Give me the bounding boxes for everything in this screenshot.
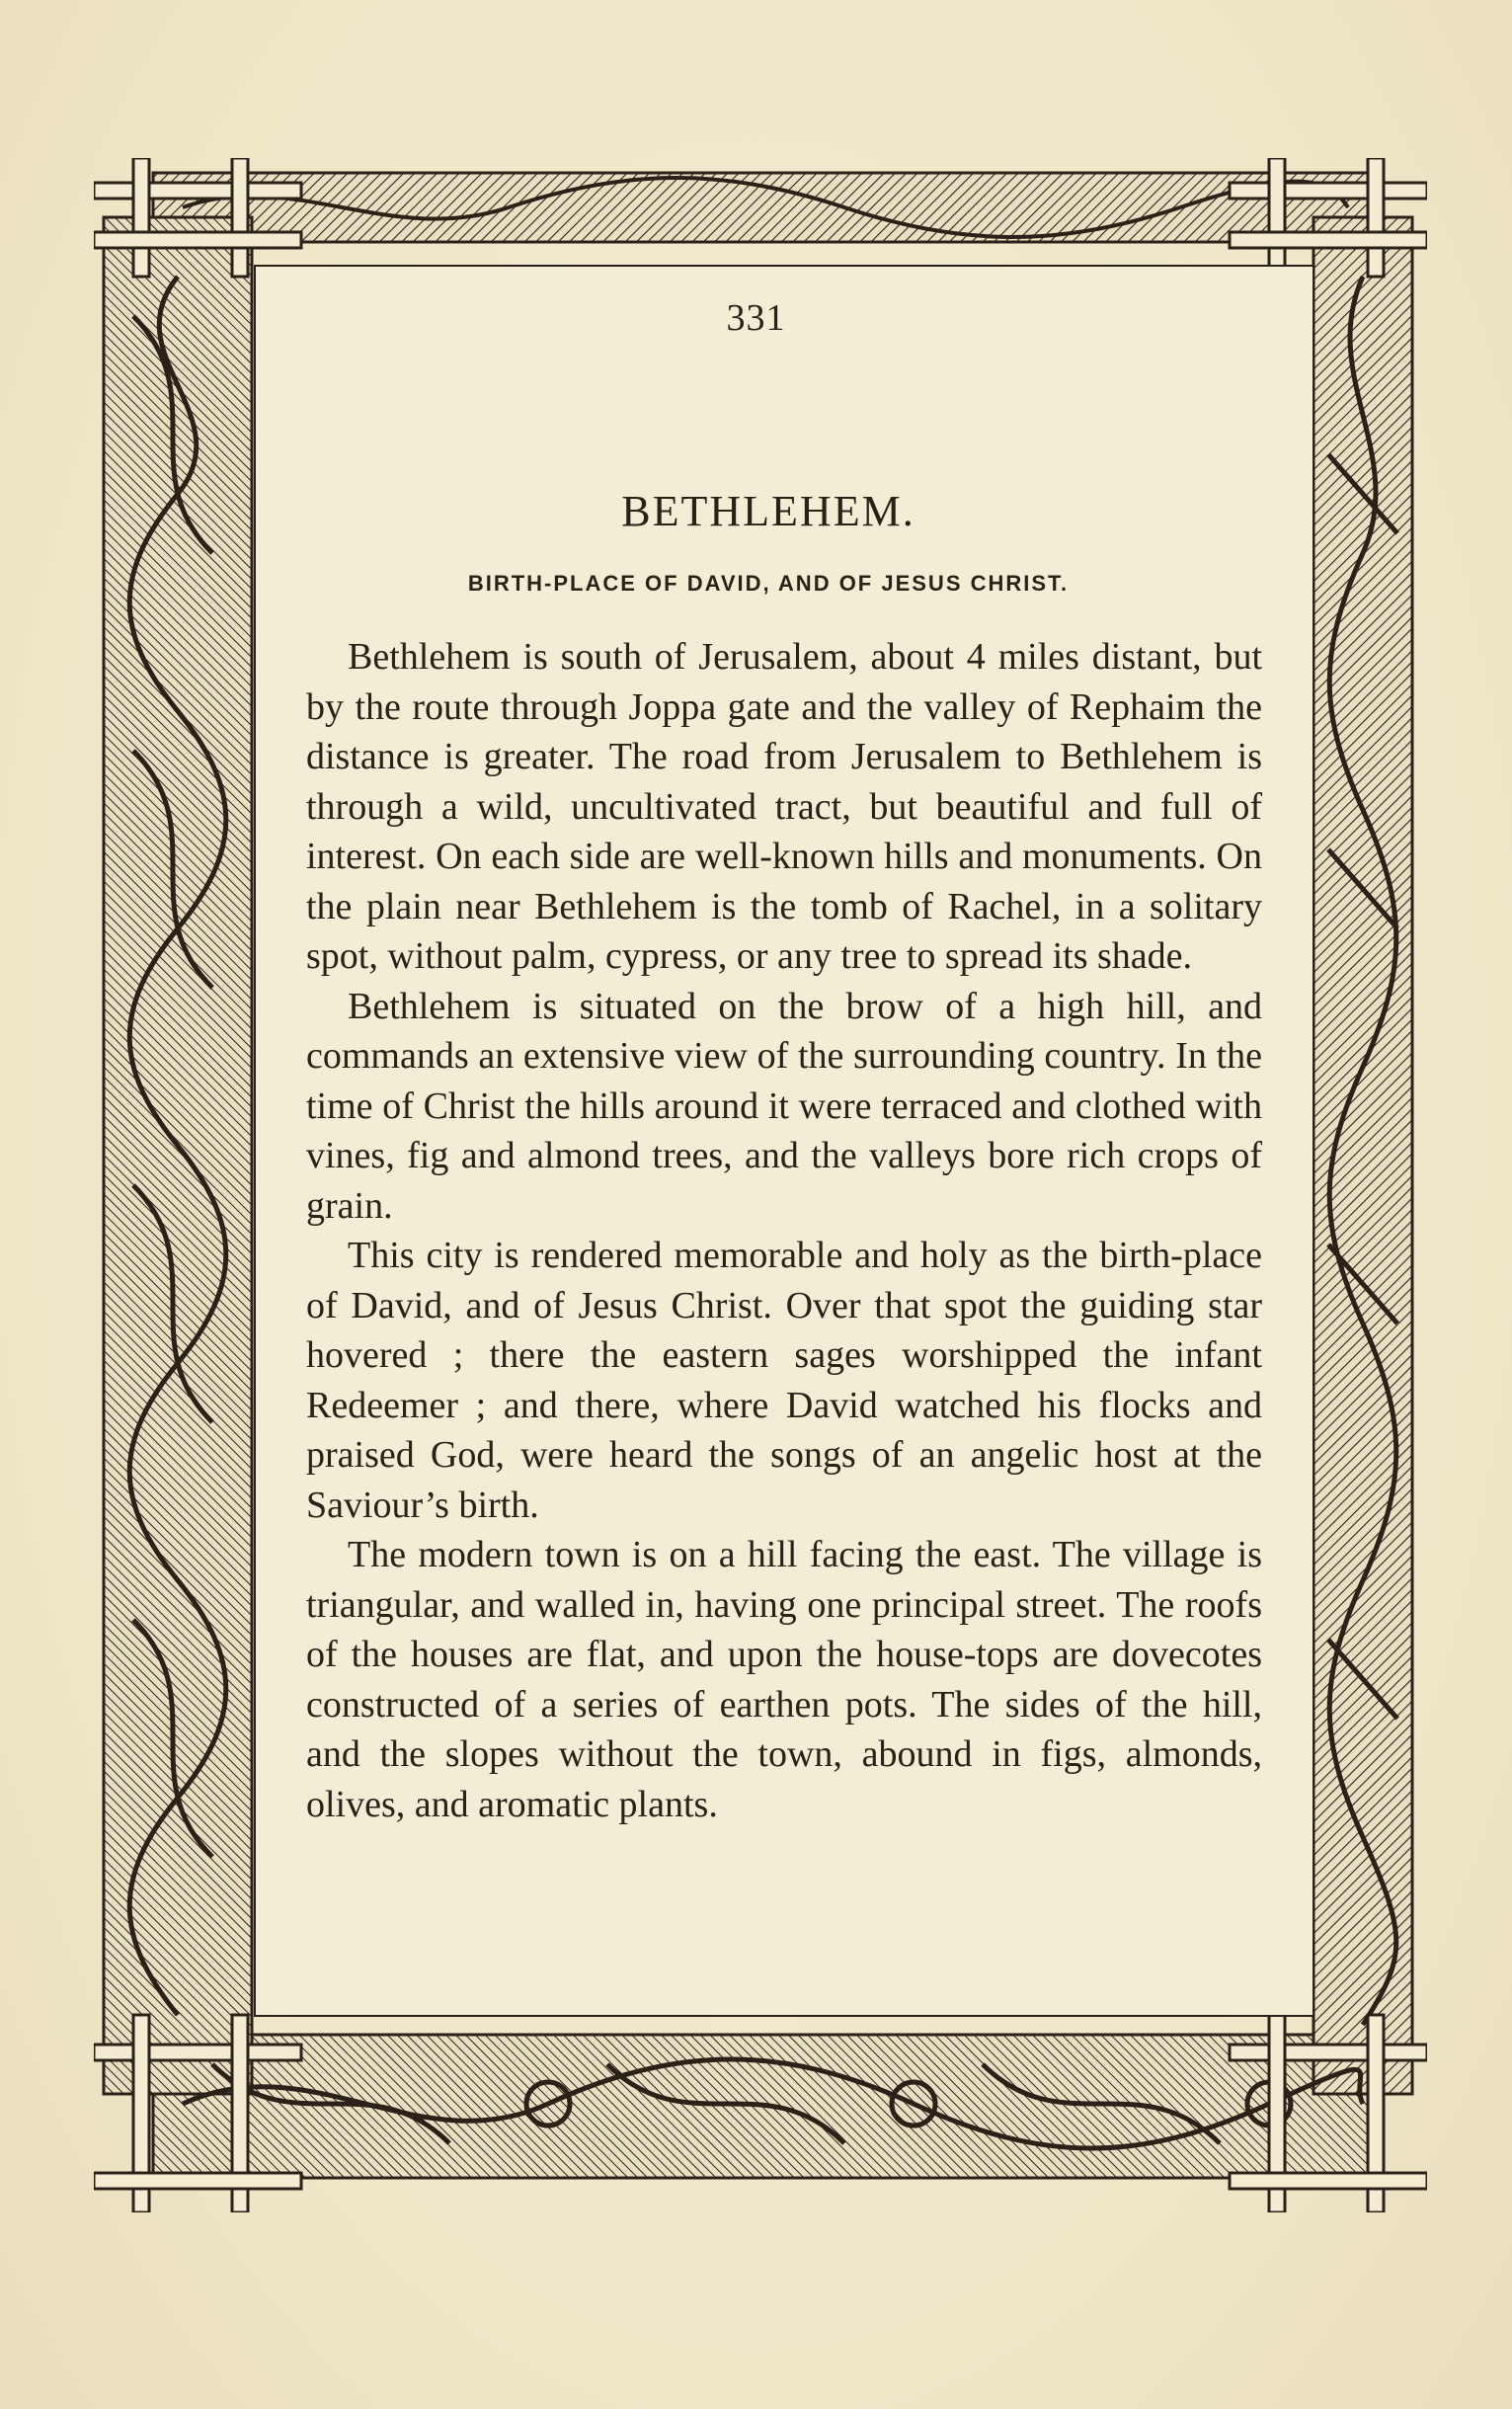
paragraph-1: Bethlehem is south of Jerusalem, about 4 miles distant, but by the route through Joppa gate and the valley of Rephaim the distance is greater. The road from Jerusalem to Bethlehem is through a wild, uncultivated tract, but beautiful and full of interest. On each side are well-known hills and monuments. On the plain near Bethlehem is the tomb of Rachel, in a solitary spot, without palm, cypress, or any tree to spread its shade.	[306, 636, 1262, 977]
paragraph-2: Bethlehem is situated on the brow of a high hill, and commands an extensive view of the surrounding country. In the time of Christ the hills around it were terraced and clothed with vines, fig and almond trees, and the valleys bore rich crops of grain.	[306, 985, 1262, 1227]
page-subtitle: BIRTH-PLACE OF DAVID, AND OF JESUS CHRIST.	[467, 571, 1070, 596]
paragraph-3: This city is rendered memorable and holy as the birth-place of David, and of Jesus Christ. Over that spot the guiding star hovered ; there the eastern sages worshipped the infant Redeemer ; and there, where David watched his flocks and praised God, were heard the songs of an angelic host at the Saviour’s birth.	[306, 1235, 1262, 1526]
page-title: BETHLEHEM.	[621, 487, 915, 535]
paragraph-4: The modern town is on a hill facing the east. The village is triangular, and walled in, having one principal street. The roofs of the houses are flat, and upon the house-tops are dovecotes constructed of a series of earthen pots. The sides of the hill, and the slopes without the town, abound in figs, almonds, olives, and aromatic plants.	[306, 1534, 1262, 1825]
page-number: 331	[726, 297, 786, 339]
body-text	[306, 632, 1262, 1829]
